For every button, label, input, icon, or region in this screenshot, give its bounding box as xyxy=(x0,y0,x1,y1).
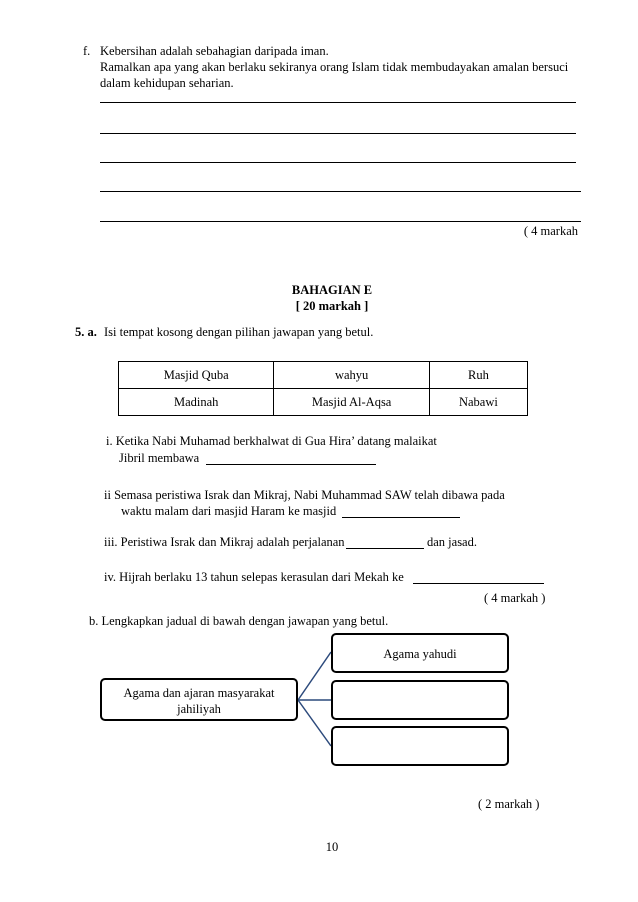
question-f-prompt-line2: dalam kehidupan seharian. xyxy=(100,76,234,90)
question-5a-number: 5. a. xyxy=(75,325,97,339)
target-box-3-answer[interactable] xyxy=(331,726,509,766)
item-i-line1: i. Ketika Nabi Muhamad berkhalwat di Gua Hira’ datang malaikat xyxy=(106,434,437,448)
question-5b-instruction: b. Lengkapkan jadual di bawah dengan jawapan yang betul. xyxy=(89,614,389,628)
page-number: 10 xyxy=(325,840,339,854)
marks-5a: ( 4 markah ) xyxy=(484,591,546,605)
item-ii-line1: ii Semasa peristiwa Israk dan Mikraj, Nabi Muhammad SAW telah dibawa pada xyxy=(104,488,505,502)
question-f-number: f. xyxy=(83,44,91,58)
question-5a-instruction: Isi tempat kosong dengan pilihan jawapan yang betul. xyxy=(104,325,374,339)
option-cell: Nabawi xyxy=(429,389,527,416)
source-box-line2: jahiliyah xyxy=(177,702,221,716)
target-box-1: Agama yahudi xyxy=(331,633,509,673)
option-cell: Masjid Al-Aqsa xyxy=(274,389,429,416)
option-cell: wahyu xyxy=(274,362,429,389)
section-title: BAHAGIAN E xyxy=(291,283,373,297)
marks-5b: ( 2 markah ) xyxy=(478,797,540,811)
item-iii-text: iii. Peristiwa Israk dan Mikraj adalah perjalanan xyxy=(104,535,345,549)
target-box-2-answer[interactable] xyxy=(331,680,509,720)
option-cell: Masjid Quba xyxy=(119,362,274,389)
item-ii-line2: waktu malam dari masjid Haram ke masjid xyxy=(121,504,337,518)
option-cell: Ruh xyxy=(429,362,527,389)
question-f-heading: Kebersihan adalah sebahagian daripada iman. xyxy=(100,44,329,58)
source-box-line1: Agama dan ajaran masyarakat xyxy=(123,686,275,700)
question-f-prompt-line1: Ramalkan apa yang akan berlaku sekiranya orang Islam tidak membudayakan amalan bersuci xyxy=(100,60,569,74)
item-iv-text: iv. Hijrah berlaku 13 tahun selepas kerasulan dari Mekah ke xyxy=(104,570,404,584)
item-i-line2: Jibril membawa xyxy=(119,451,200,465)
section-marks: [ 20 markah ] xyxy=(295,299,369,313)
source-box xyxy=(100,678,298,721)
option-cell: Madinah xyxy=(119,389,274,416)
item-iii-after: dan jasad. xyxy=(427,535,477,549)
marks-f: ( 4 markah xyxy=(523,224,578,238)
